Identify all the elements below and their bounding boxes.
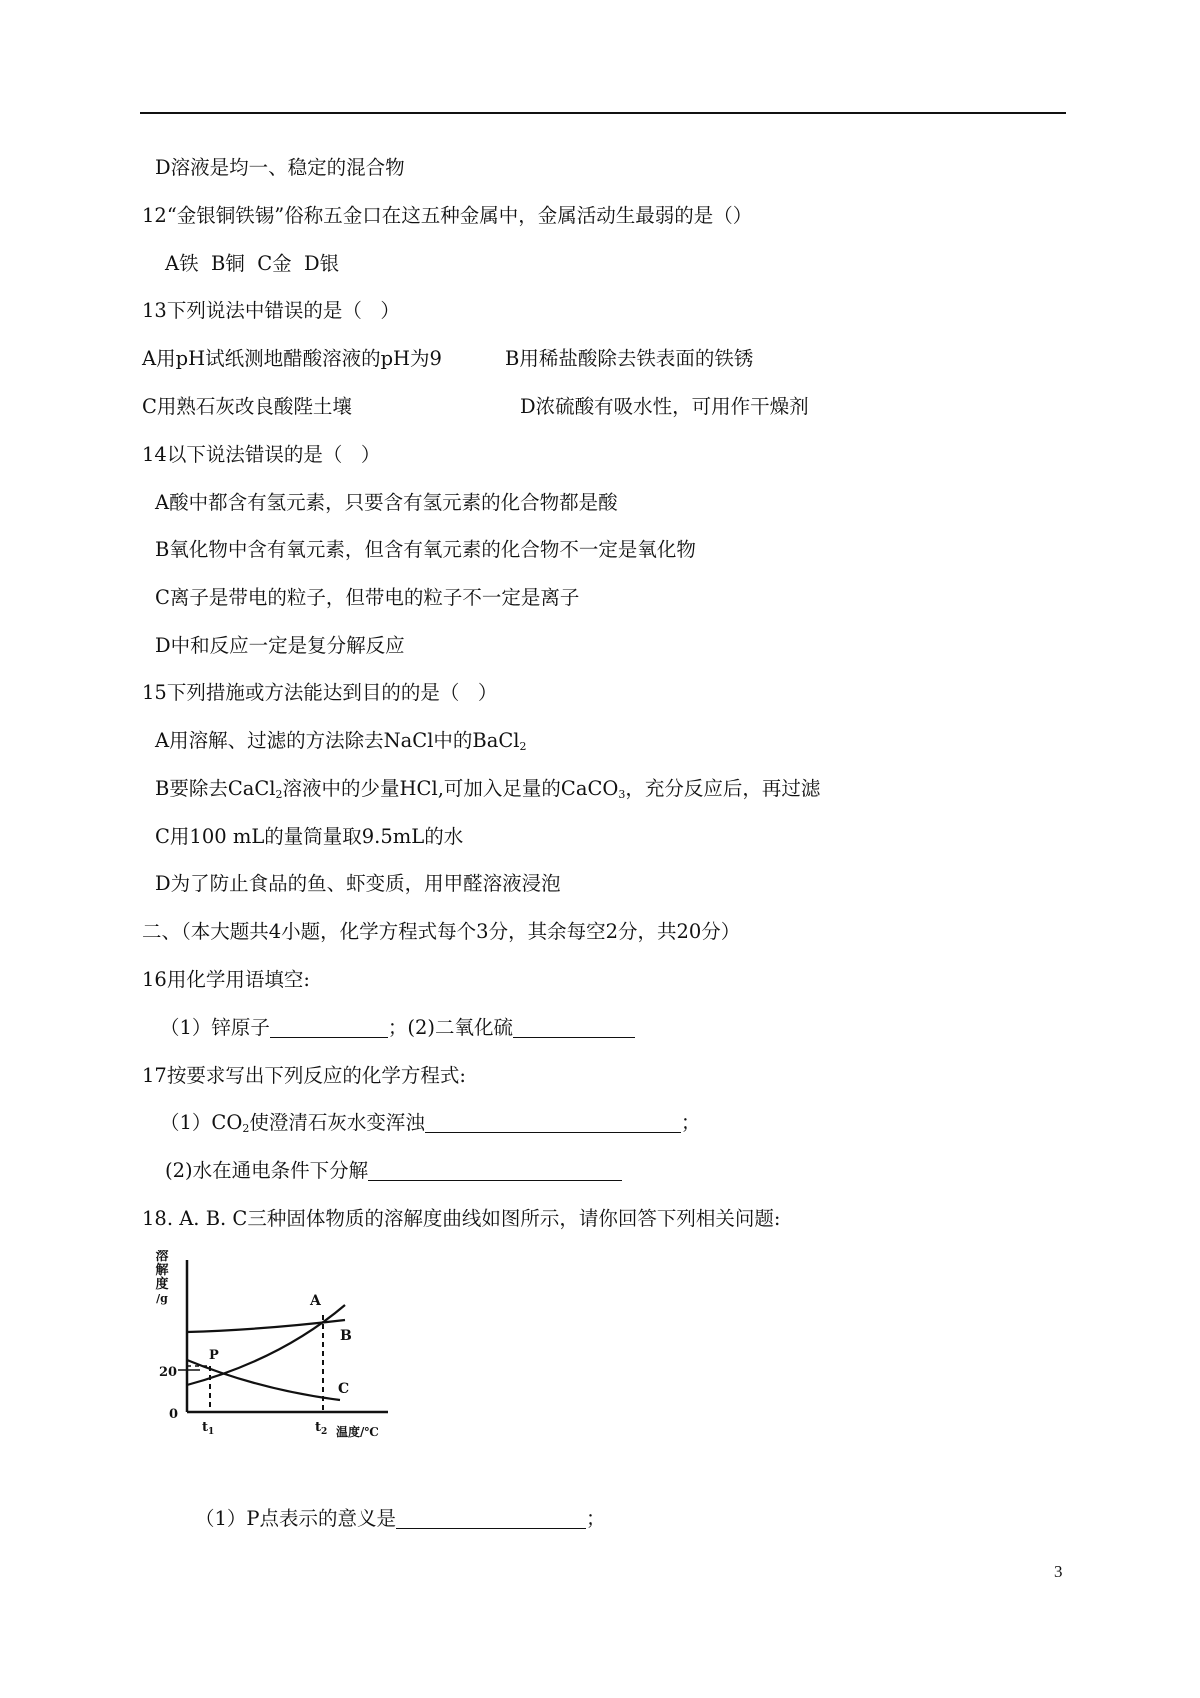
- ytick-20-label: 20: [159, 1365, 178, 1380]
- q12-stem: 12“金银铜铁锡”俗称五金口在这五种金属中，金属活动生最弱的是（）: [142, 204, 753, 227]
- q17-stem: 17按要求写出下列反应的化学方程式:: [142, 1064, 466, 1087]
- q18-stem: 18. A. B. C三种固体物质的溶解度曲线如图所示，请你回答下列相关问题:: [142, 1207, 781, 1230]
- q13-stem: 13下列说法中错误的是（ ）: [142, 299, 400, 322]
- answer-blank-water-equation[interactable]: [368, 1160, 622, 1181]
- t1-label: $t_1$: [202, 1420, 215, 1437]
- q17-item-1: $(1)CO_2$使澄清石灰水变浑浊 ；: [160, 1111, 701, 1135]
- q16-stem: 16用化学用语填空:: [142, 968, 310, 991]
- q13-option-c: C用熟石灰改良酸陛土壤: [142, 395, 352, 418]
- solubility-curve-figure: [140, 1250, 400, 1450]
- q15-option-b: B要除去CaCl$_2$溶液中的少量HCl,可加入足量的CaCO$_3$，充分反应后，再过滤: [155, 777, 821, 801]
- answer-blank-point-p[interactable]: [396, 1508, 586, 1529]
- q14-option-b: B氧化物中含有氧元素，但含有氧元素的化合物不一定是氧化物: [155, 538, 696, 561]
- page-number: 3: [1054, 1562, 1063, 1581]
- header-rule: [140, 112, 1066, 114]
- curve-c-label: C: [338, 1381, 350, 1397]
- answer-blank-sulfur-dioxide[interactable]: [513, 1017, 635, 1038]
- q13-option-a: A用pH试纸测地醋酸溶液的pH为9: [142, 347, 442, 370]
- q13-option-d: D浓硫酸有吸水性，可用作干燥剂: [520, 395, 809, 418]
- svg-text:度: 度: [155, 1277, 169, 1292]
- x-axis-label: 温度/℃: [336, 1425, 379, 1439]
- curve-b: [187, 1320, 345, 1332]
- q14-option-c: C离子是带电的粒子，但带电的粒子不一定是离子: [155, 586, 580, 609]
- t2-label: $t_2$: [315, 1420, 328, 1437]
- curve-b-label: B: [340, 1328, 352, 1344]
- q15-option-c: C用100 mL的量筒量取9.5mL的水: [155, 825, 464, 848]
- point-p-label: P: [209, 1348, 219, 1363]
- answer-blank-zinc-atom[interactable]: [270, 1017, 388, 1038]
- q14-option-d: D中和反应一定是复分解反应: [155, 634, 405, 657]
- svg-text:溶: 溶: [155, 1250, 169, 1264]
- svg-text:解: 解: [155, 1263, 169, 1278]
- curve-a-label: A: [310, 1293, 321, 1309]
- q16-items: （1）锌原子 ；(2)二氧化硫: [160, 1015, 635, 1041]
- q18-item-1: （1）P点表示的意义是 ；: [195, 1507, 606, 1530]
- q14-stem: 14以下说法错误的是（ ）: [142, 443, 381, 466]
- section-two-heading: 二、（本大题共4小题，化学方程式每个3分，其余每空2分，共20分）: [142, 920, 741, 943]
- q11-option-d: D溶液是均一、稳定的混合物: [155, 156, 405, 179]
- q13-option-b: B用稀盐酸除去铁表面的铁锈: [505, 347, 754, 370]
- svg-text:/g: /g: [156, 1292, 168, 1305]
- curve-a: [187, 1305, 345, 1385]
- q15-option-a: A用溶解、过滤的方法除去NaCl中的BaCl$_2$: [155, 729, 527, 753]
- y-axis-label: [155, 1250, 169, 1305]
- q15-option-d: D为了防止食品的鱼、虾变质，用甲醛溶液浸泡: [155, 872, 561, 895]
- answer-blank-co2-equation[interactable]: [425, 1112, 681, 1133]
- q15-stem: 15下列措施或方法能达到目的的是（ ）: [142, 681, 498, 704]
- q17-item-2: (2)水在通电条件下分解: [165, 1158, 622, 1184]
- q12-options: A铁 B铜 C金 D银: [165, 252, 340, 275]
- origin-label: 0: [169, 1407, 179, 1422]
- q14-option-a: A酸中都含有氢元素，只要含有氢元素的化合物都是酸: [155, 491, 618, 514]
